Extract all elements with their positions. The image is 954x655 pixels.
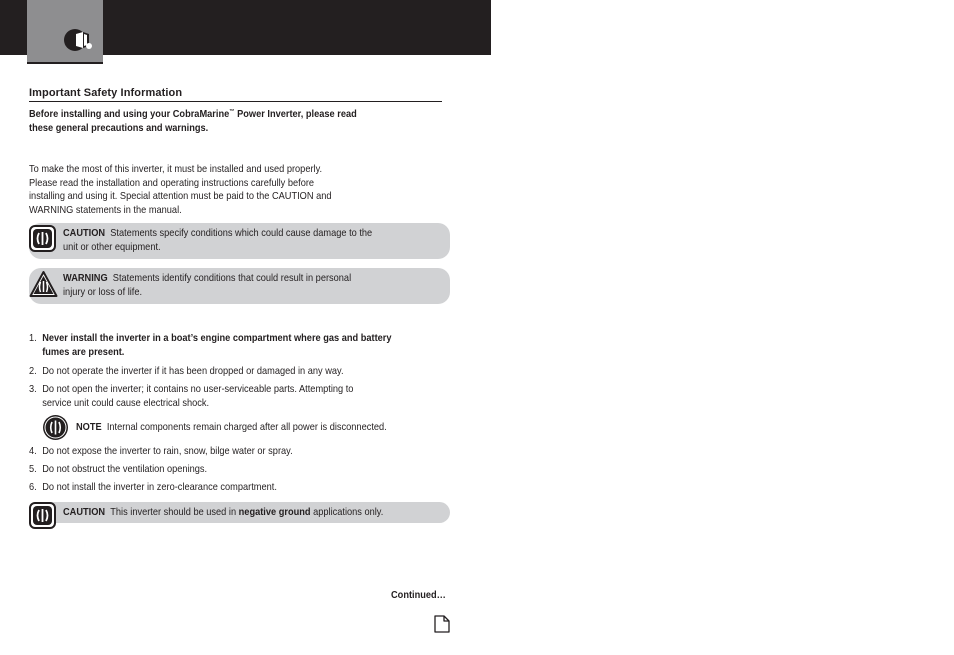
note-body: Internal components remain charged after all power is disconnected. xyxy=(106,421,387,433)
caution-line1: Statements specify conditions which could cause damage to the xyxy=(110,227,373,239)
caution-text xyxy=(63,227,372,254)
paragraph-line: To make the most of this inverter, it must be installed and used properly. xyxy=(29,163,323,175)
intro-text xyxy=(29,108,363,135)
warning-triangle-icon xyxy=(29,270,58,299)
paragraph-line: Please read the installation and operating instructions carefully before xyxy=(29,176,315,189)
intro-line1-a: Before installing and using your CobraMarine xyxy=(29,108,230,120)
note-label: NOTE xyxy=(76,421,102,433)
caution-icon xyxy=(29,502,56,529)
caution-callout xyxy=(29,223,450,259)
list-line2: service unit could cause electrical shock. xyxy=(42,396,210,409)
caution-icon xyxy=(29,225,56,252)
list-line2: fumes are present. xyxy=(42,345,125,358)
continued-label: Continued… xyxy=(391,589,446,601)
note-text xyxy=(76,421,387,435)
caution-label: CAUTION xyxy=(63,227,106,239)
warning-text xyxy=(63,272,351,299)
note-icon xyxy=(42,414,69,441)
caution-line2: unit or other equipment. xyxy=(63,240,161,253)
paragraph-line: installing and using it. Special attention must be paid to the CAUTION and xyxy=(29,190,332,202)
list-number: 2. xyxy=(29,365,37,377)
list-number: 4. xyxy=(29,445,37,457)
paragraph-line: WARNING statements in the manual. xyxy=(29,203,182,216)
list-line1: Do not open the inverter; it contains no user-serviceable parts. Attempting to xyxy=(42,383,354,395)
list-text: Do not operate the inverter if it has been dropped or damaged in any way. xyxy=(42,365,344,377)
list-number: 3. xyxy=(29,383,37,395)
caution-ground-text xyxy=(63,506,383,520)
list-number: 1. xyxy=(29,332,37,344)
list-number: 6. xyxy=(29,481,37,493)
warning-label: WARNING xyxy=(63,272,108,284)
speaker-book-icon xyxy=(63,25,93,55)
caution-text-bold: negative ground xyxy=(238,506,311,518)
list-number: 5. xyxy=(29,463,37,475)
logo-tab xyxy=(27,0,103,64)
list-line1: Never install the inverter in a boat’s engine compartment where gas and battery xyxy=(42,332,392,344)
warning-callout xyxy=(29,268,450,304)
trademark: ™ xyxy=(229,109,235,115)
intro-line2: these general precautions and warnings. xyxy=(29,121,209,134)
caution-label: CAUTION xyxy=(63,506,106,518)
page-icon xyxy=(433,615,451,633)
caution-text-before: This inverter should be used in xyxy=(110,506,239,518)
warning-line2: injury or loss of life. xyxy=(63,285,143,298)
list-text: Do not install the inverter in zero-clearance compartment. xyxy=(42,481,277,493)
caution-text-after: applications only. xyxy=(310,506,384,518)
warning-line1: Statements identify conditions that could result in personal xyxy=(112,272,352,284)
list-text: Do not expose the inverter to rain, snow, bilge water or spray. xyxy=(42,445,293,457)
list-text xyxy=(42,383,353,410)
intro-line1-b: Power Inverter, please read xyxy=(234,108,357,120)
caution-callout-ground xyxy=(29,502,450,523)
list-text: Do not obstruct the ventilation openings. xyxy=(42,463,208,475)
section-title: Important Safety Information xyxy=(29,87,442,102)
list-text xyxy=(42,332,391,359)
instructions-paragraph xyxy=(29,163,363,217)
